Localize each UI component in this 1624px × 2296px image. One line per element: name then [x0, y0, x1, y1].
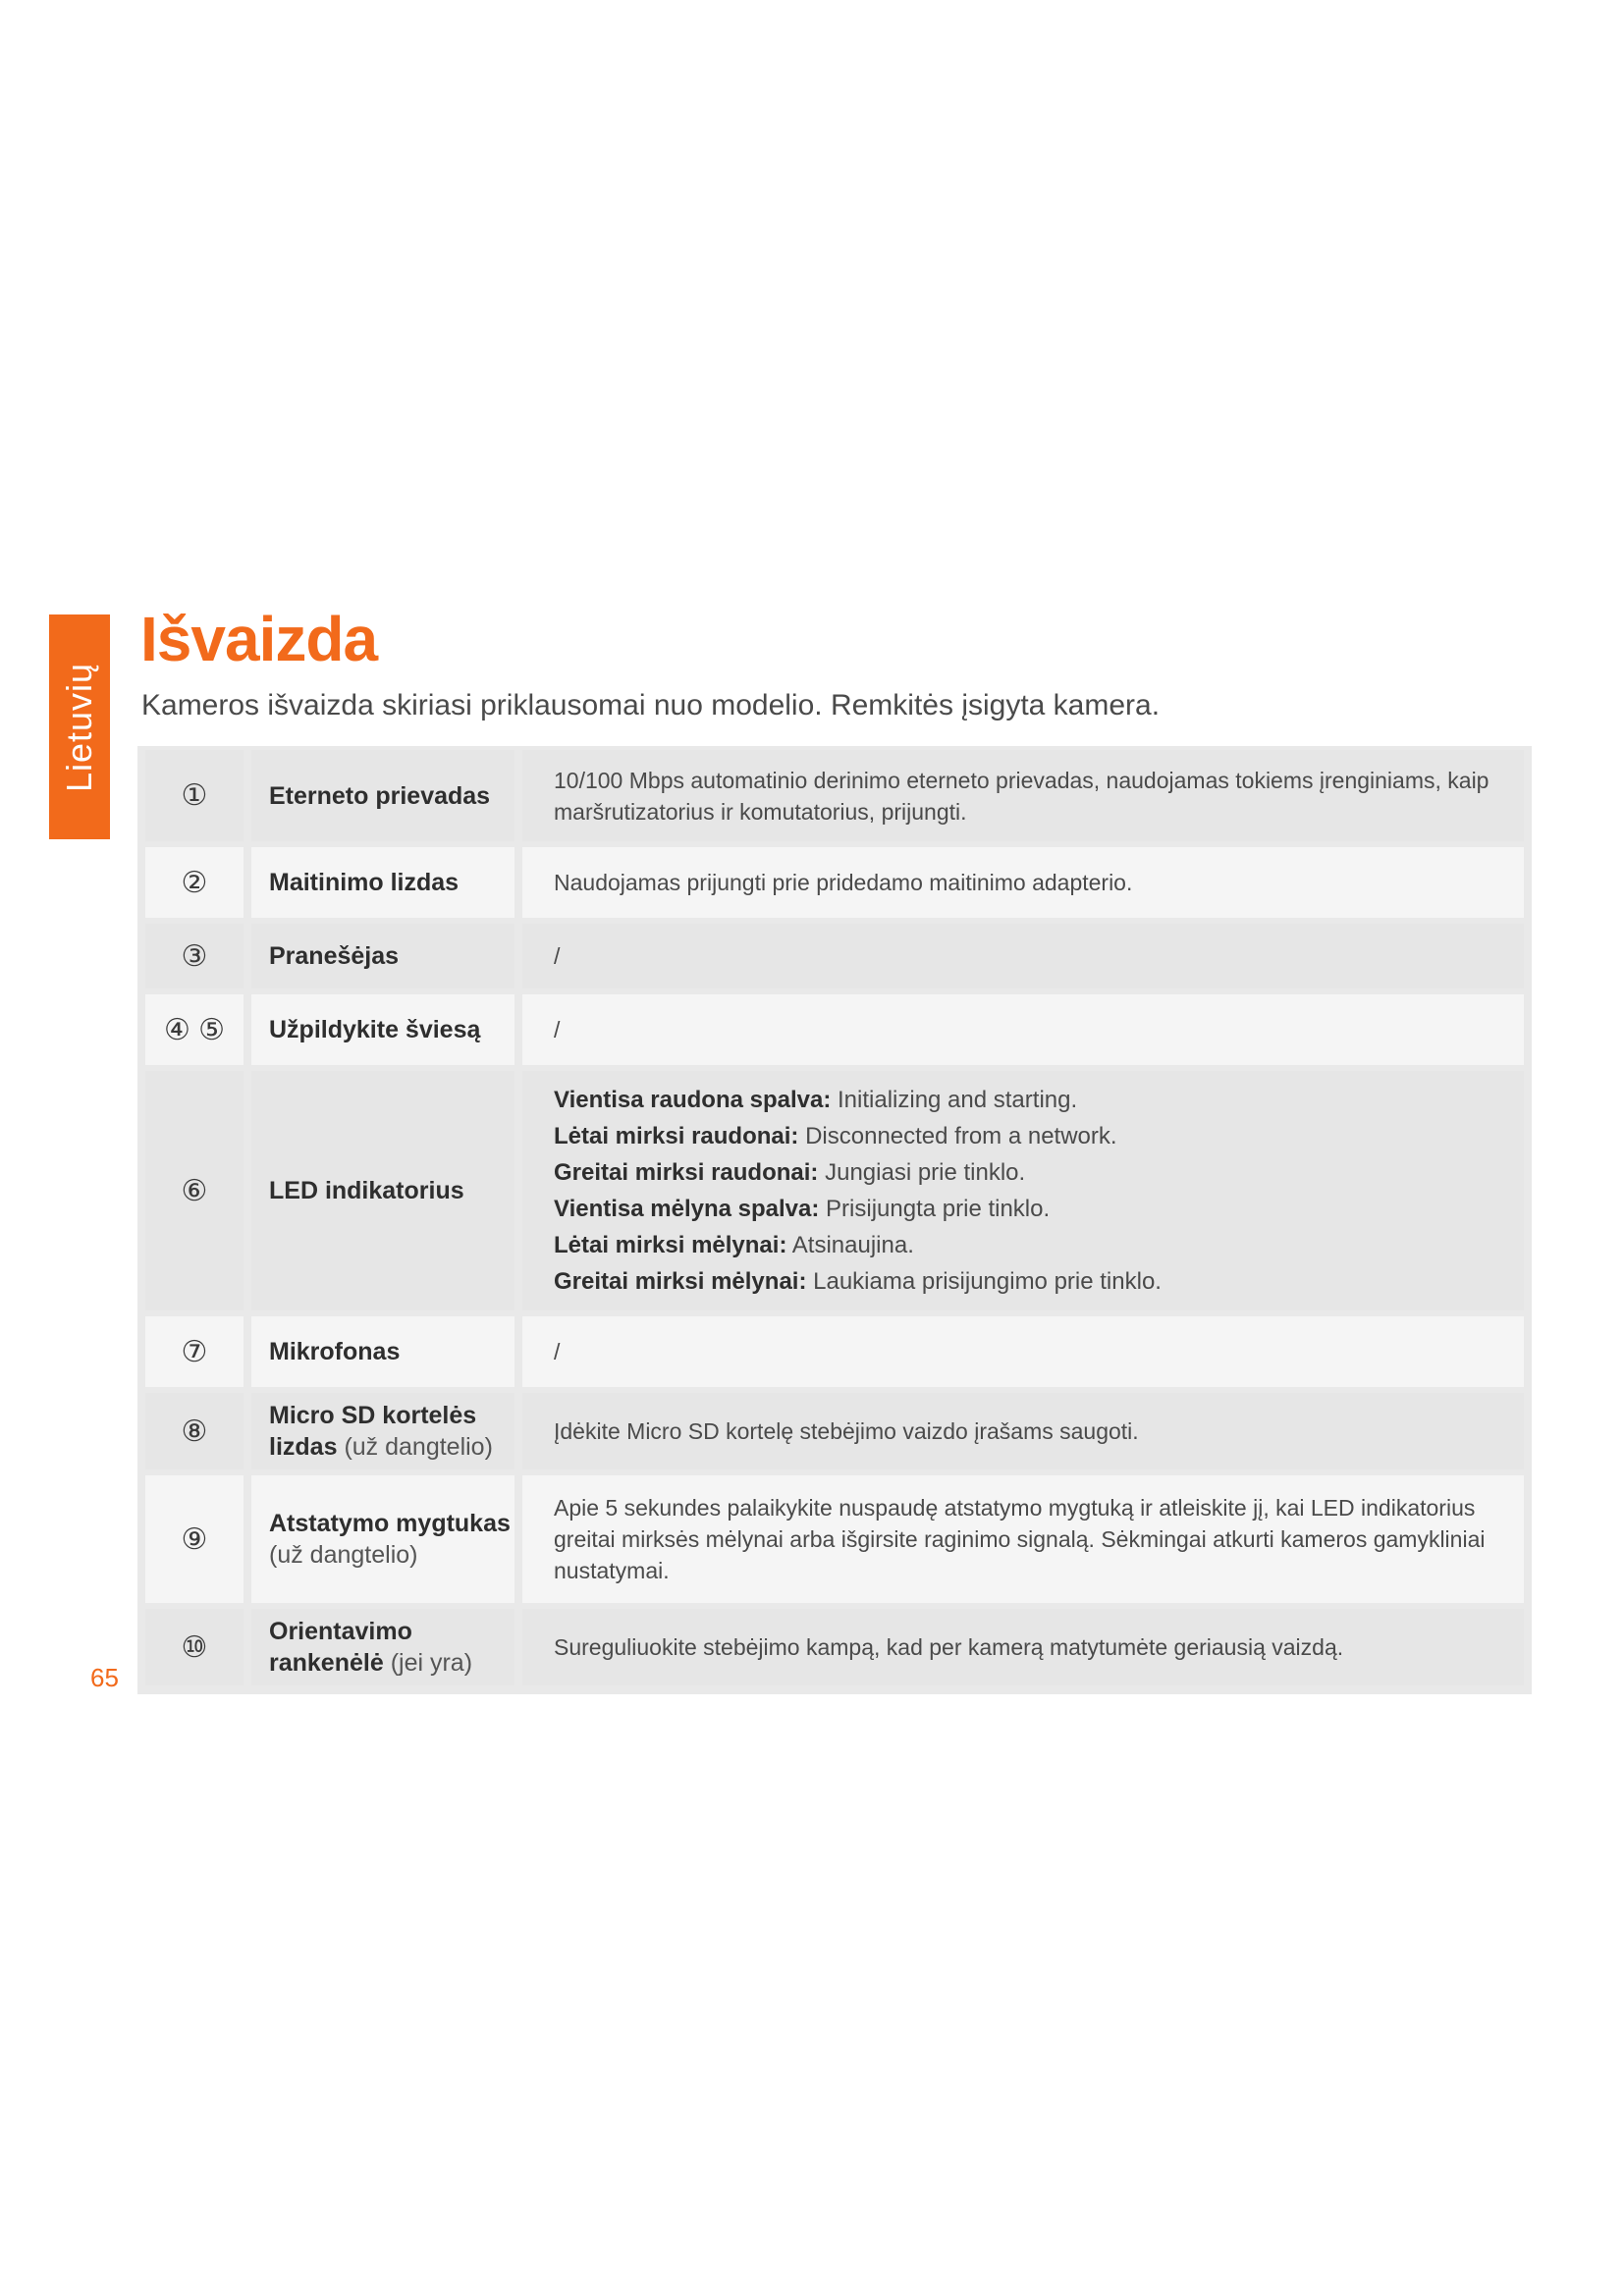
component-name — [251, 847, 514, 918]
led-state-text: Laukiama prisijungimo prie tinklo. — [813, 1268, 1162, 1295]
row-number: ③ — [145, 924, 244, 988]
row-number: ⑥ — [145, 1071, 244, 1310]
component-name-bold: Užpildykite šviesą — [269, 1016, 481, 1043]
led-state — [554, 1191, 1498, 1227]
table-row — [145, 750, 1524, 841]
led-state-label: Greitai mirksi raudonai: — [554, 1159, 819, 1186]
row-number: ⑦ — [145, 1316, 244, 1387]
row-number: ⑩ — [145, 1609, 244, 1685]
row-number: ① — [145, 750, 244, 841]
led-state-text: Initializing and starting. — [838, 1087, 1078, 1113]
component-name-note: (už dangtelio) — [269, 1541, 418, 1569]
component-table-frame — [137, 746, 1532, 1694]
led-state — [554, 1263, 1498, 1300]
component-name — [251, 1609, 514, 1685]
language-tab-label: Lietuvių — [59, 662, 99, 792]
component-name — [251, 924, 514, 988]
led-state-label: Vientisa raudona spalva: — [554, 1087, 832, 1113]
led-state-label: Greitai mirksi mėlynai: — [554, 1268, 807, 1295]
table-row — [145, 1071, 1524, 1310]
row-number: ④ ⑤ — [145, 994, 244, 1065]
component-description: 10/100 Mbps automatinio derinimo eterneto prievadas, naudojamas tokiems įrenginiams, kaip maršrutizatorius ir komutatorius, prijungti. — [522, 750, 1524, 841]
component-description: Įdėkite Micro SD kortelę stebėjimo vaizdo įrašams saugoti. — [522, 1393, 1524, 1469]
table-row — [145, 1475, 1524, 1603]
component-name — [251, 994, 514, 1065]
table-row — [145, 847, 1524, 918]
table-row — [145, 994, 1524, 1065]
component-name — [251, 1071, 514, 1310]
table-row — [145, 924, 1524, 988]
component-name-note: (už dangtelio) — [344, 1433, 493, 1461]
led-state — [554, 1118, 1498, 1154]
led-state-label: Lėtai mirksi raudonai: — [554, 1123, 799, 1149]
row-number: ② — [145, 847, 244, 918]
component-name-bold: Atstatymo mygtukas — [269, 1510, 511, 1537]
component-table — [137, 744, 1532, 1691]
component-name-bold: Micro SD kortelės lizdas — [269, 1402, 477, 1461]
table-row — [145, 1316, 1524, 1387]
row-number: ⑧ — [145, 1393, 244, 1469]
page-title: Išvaizda — [140, 604, 378, 674]
component-name-bold: Pranešėjas — [269, 942, 400, 970]
led-state-text: Disconnected from a network. — [805, 1123, 1117, 1149]
component-description: Apie 5 sekundes palaikykite nuspaudę atstatymo mygtuką ir atleiskite jį, kai LED indikatorius greitai mirksės mėlynai arba išgirsite raginimo signalą. Sėkmingai atkurti kameros gamykliniai nustatymai. — [522, 1475, 1524, 1603]
led-state — [554, 1082, 1498, 1118]
component-name-bold: Eterneto prievadas — [269, 781, 491, 810]
component-name — [251, 750, 514, 841]
led-state-text: Prisijungta prie tinklo. — [826, 1196, 1051, 1222]
component-name-bold: LED indikatorius — [269, 1177, 464, 1204]
led-states-list — [522, 1071, 1524, 1310]
page-number: 65 — [90, 1663, 119, 1692]
component-name — [251, 1316, 514, 1387]
led-state-label: Vientisa mėlyna spalva: — [554, 1196, 820, 1222]
table-row — [145, 1393, 1524, 1469]
component-description: / — [522, 1316, 1524, 1387]
page-subtitle: Kameros išvaizda skiriasi priklausomai nuo modelio. Remkitės įsigyta kamera. — [141, 689, 1161, 721]
led-state — [554, 1154, 1498, 1191]
led-state-text: Atsinaujina. — [791, 1232, 914, 1258]
component-description: Naudojamas prijungti prie pridedamo maitinimo adapterio. — [522, 847, 1524, 918]
component-description: / — [522, 924, 1524, 988]
row-number: ⑨ — [145, 1475, 244, 1603]
component-name-bold: Maitinimo lizdas — [269, 869, 460, 896]
component-name-bold: Mikrofonas — [269, 1338, 401, 1365]
component-description: Sureguliuokite stebėjimo kampą, kad per kamerą matytumėte geriausią vaizdą. — [522, 1609, 1524, 1685]
component-name-note: (jei yra) — [390, 1649, 473, 1677]
component-description: / — [522, 994, 1524, 1065]
led-state — [554, 1227, 1498, 1263]
component-name — [251, 1475, 514, 1603]
component-name-bold: Orientavimo rankenėlė — [269, 1618, 412, 1677]
led-state-label: Lėtai mirksi mėlynai: — [554, 1232, 787, 1258]
language-tab — [49, 614, 110, 839]
component-name — [251, 1393, 514, 1469]
table-row — [145, 1609, 1524, 1685]
led-state-text: Jungiasi prie tinklo. — [825, 1159, 1026, 1186]
